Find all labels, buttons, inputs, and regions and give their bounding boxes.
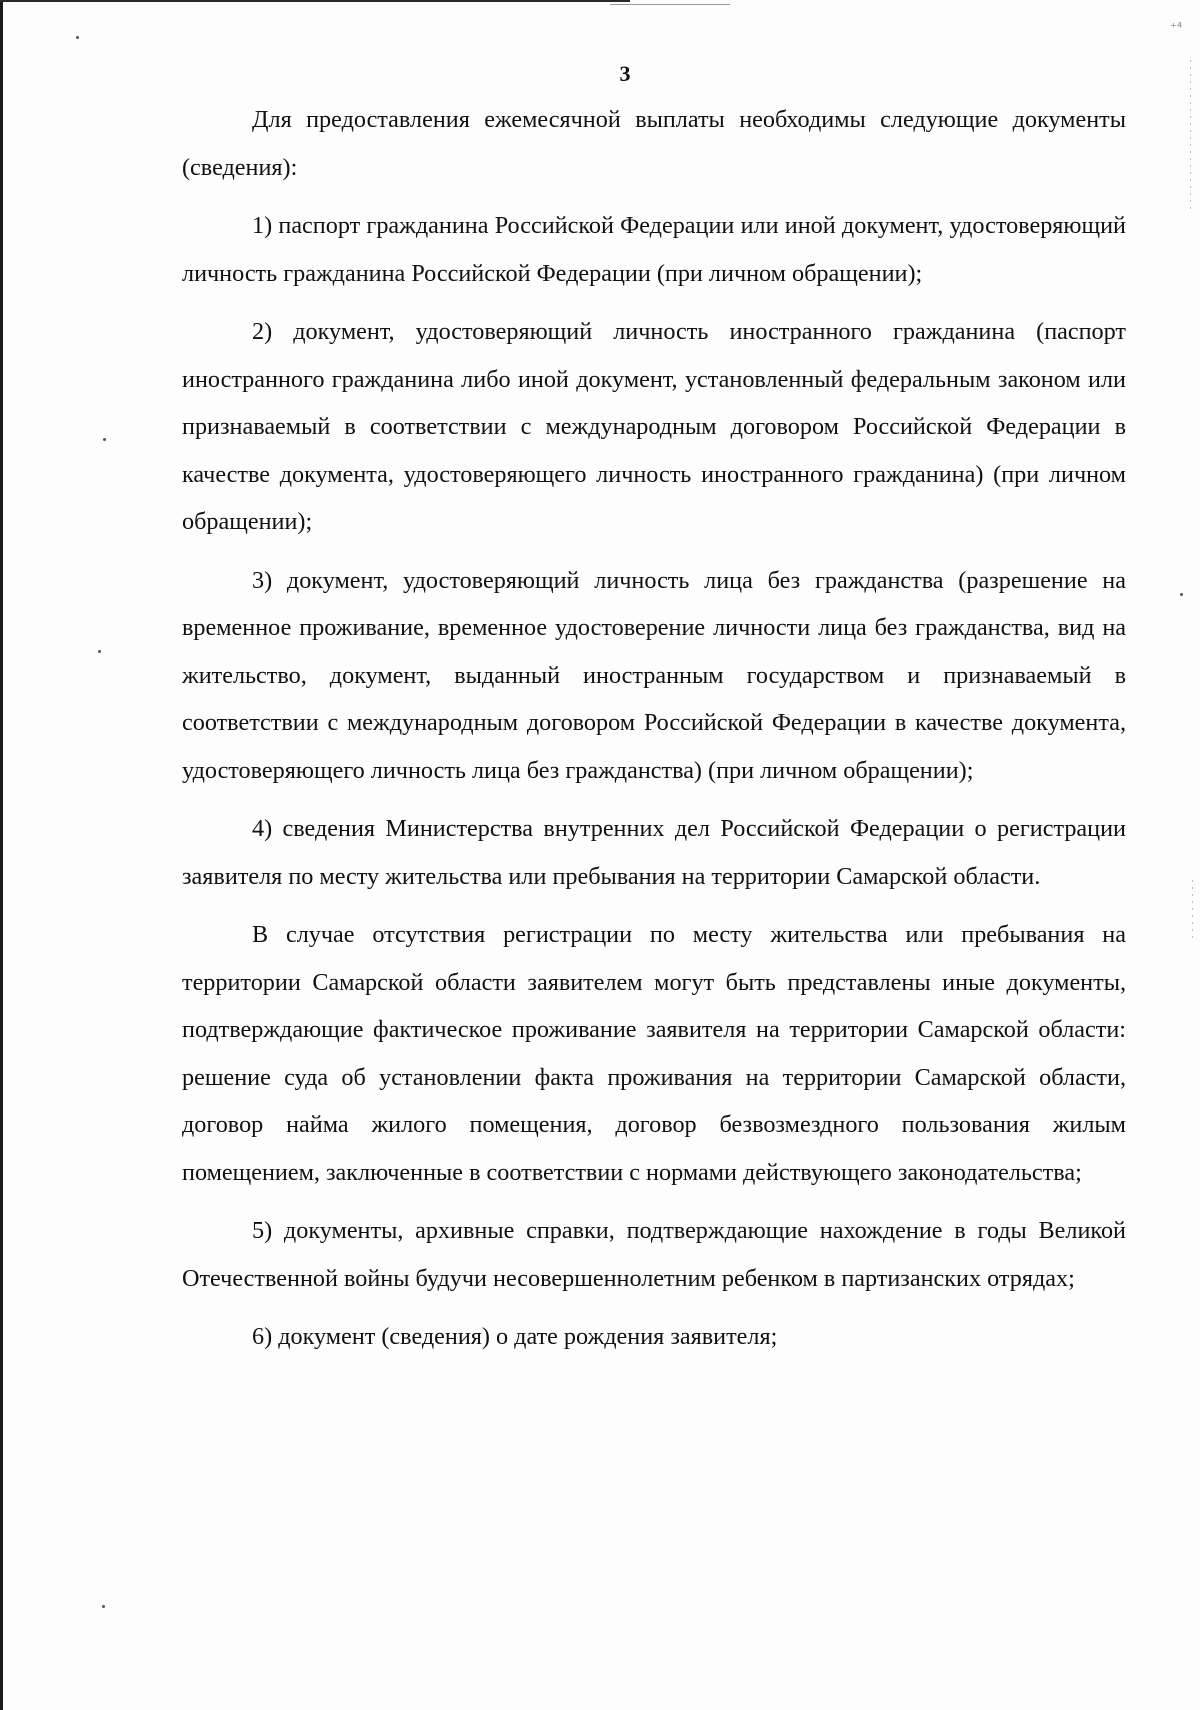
paragraph-item-6: 6) документ (сведения) о дате рождения заявителя; (252, 1323, 778, 1350)
scan-speck (76, 36, 79, 39)
scan-speck (102, 1605, 105, 1608)
paragraph-item-4: 4) сведения Министерства внутренних дел Российской Федерации о регистрации заявителя по месту жительства или пребывания на территории Самарской области. (182, 815, 1126, 890)
paragraph-item-2: 2) документ, удостоверяющий личность иностранного гражданина (паспорт иностранного гражданина либо иной документ, установленный федеральным законом или признаваемый в соответствии с международным договором Российской Федерации в качестве документа, удостоверяющего личность иностранного гражданина) (при личном обращении); (182, 318, 1126, 535)
scan-edge-top (0, 0, 630, 2)
paragraph-registration-note: В случае отсутствия регистрации по месту жительства или пребывания на территории Самарской области заявителем могут быть представлены иные документы, подтверждающие фактическое проживание заявителя на территории Самарской области: решение суда об установлении факта проживания на территории Самарской области, договор найма жилого помещения, договор безвозмездного пользования жилым помещением, заключенные в соответствии с нормами действующего законодательства; (182, 921, 1126, 1186)
scan-edge-top-faint (610, 4, 730, 5)
scan-edge-left (0, 0, 3, 1710)
scan-corner-mark: ⁺⁴ (1170, 21, 1183, 36)
scan-speck (1180, 593, 1183, 596)
page-number-text: 3 (619, 61, 631, 86)
document-body (182, 96, 1126, 1361)
scan-speck (98, 650, 101, 653)
margin-dots (1192, 880, 1193, 940)
page-number (0, 60, 1200, 88)
paragraph-item-1: 1) паспорт гражданина Российской Федерации или иной документ, удостоверяющий личность гражданина Российской Федерации (при личном обращении); (182, 212, 1126, 287)
scan-speck (103, 438, 106, 441)
paragraph-intro: Для предоставления ежемесячной выплаты необходимы следующие документы (сведения): (182, 106, 1126, 181)
paragraph-item-3: 3) документ, удостоверяющий личность лица без гражданства (разрешение на временное проживание, временное удостоверение личности лица без гражданства, вид на жительство, документ, выданный иностранным государством и признаваемый в соответствии с международным договором Российской Федерации в качестве документа, удостоверяющего личность лица без гражданства) (при личном обращении); (182, 566, 1126, 784)
paragraph-item-5: 5) документы, архивные справки, подтверждающие нахождение в годы Великой Отечественной войны будучи несовершеннолетним ребенком в партизанских отрядах; (182, 1217, 1126, 1292)
